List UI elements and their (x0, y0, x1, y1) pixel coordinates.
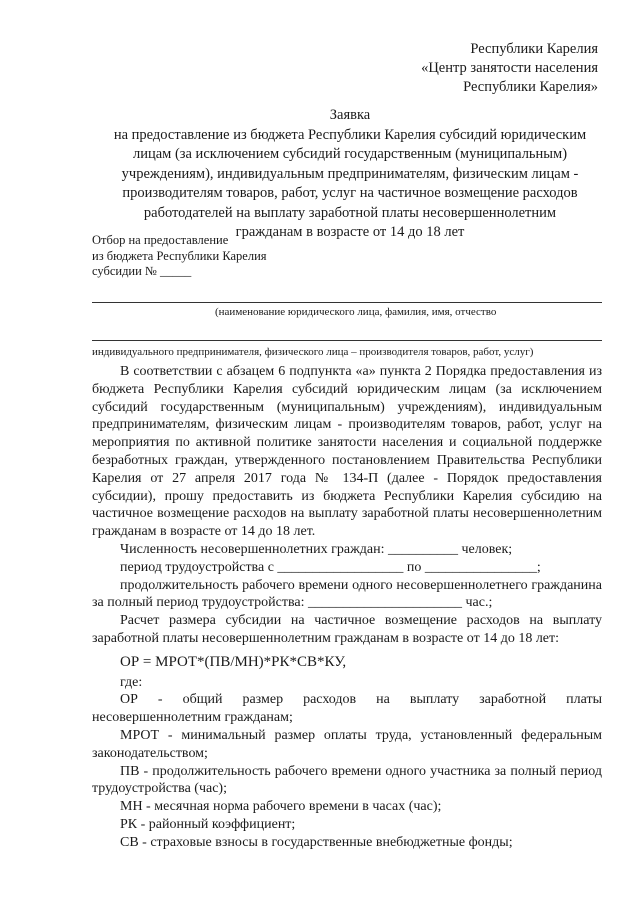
document-title (90, 106, 610, 243)
definition-item: РК - районный коэффициент; (120, 816, 296, 832)
selection-block (92, 233, 267, 280)
minors-count-line: Численность несовершеннолетних граждан: __________ человек; (120, 541, 513, 557)
application-body (92, 363, 602, 852)
addressee-line: Республики Карелия (470, 41, 598, 57)
working-hours-line: продолжительность рабочего времени одного несовершеннолетнего гражданина за полный период трудоустройства: ______________________ час.; (92, 577, 602, 611)
request-paragraph: В соответствии с абзацем 6 подпункта «а» пункта 2 Порядка предоставления из бюджета Республики Карелия субсидий юридическим лицам (за исключением субсидий государственным (муниципальным) учреждениям), индивидуальным предпринимателям, физическим лицам - производителям товаров, работ, услуг на мероприятия по активной политике занятости населения и социальной поддержке безработных граждан, утвержденного постановлением Правительства Республики Карелия от 27 апреля 2017 года № 134-П (далее - Порядок предоставления субсидии), прошу предоставить из бюджета Республики Карелия субсидию на частичное возмещение расходов на выплату заработной платы несовершеннолетним гражданам в возрасте от 14 до 18 лет. (92, 364, 602, 540)
applicant-name-field-line (92, 302, 602, 303)
definition-item: ПВ - продолжительность рабочего времени одного участника за полный период трудоустройства (час); (92, 763, 602, 797)
definition-item: СВ - страховые взносы в государственные внебюджетные фонды; (120, 834, 513, 850)
title-line: учреждениям), индивидуальным предпринимателям, физическим лицам - (121, 165, 579, 182)
title-line: работодателей на выплату заработной платы несовершеннолетним (143, 204, 557, 221)
title-line: производителям товаров, работ, услуг на частичное возмещение расходов (122, 185, 578, 201)
where-label: где: (120, 674, 143, 690)
title-line: гражданам в возрасте от 14 до 18 лет (235, 224, 465, 240)
addressee-line: «Центр занятости населения (421, 60, 598, 76)
definition-item: ОР - общий размер расходов на выплату заработной платы несовершеннолетним гражданам; (92, 692, 602, 726)
selection-line: субсидии № _____ (92, 264, 192, 278)
addressee-line: Республики Карелия» (463, 79, 598, 95)
applicant-caption: (наименование юридического лица, фамилия, имя, отчество (215, 306, 497, 318)
title-line: на предоставление из бюджета Республики Карелия субсидий юридическим (113, 126, 587, 143)
applicant-caption-cont: индивидуального предпринимателя, физического лица – производителя товаров, работ, услуг) (92, 346, 534, 358)
title-heading: Заявка (329, 107, 371, 123)
definition-item: МРОТ - минимальный размер оплаты труда, установленный федеральным законодательством; (92, 727, 602, 761)
applicant-name-field-line-2 (92, 340, 602, 341)
subsidy-formula: ОР = МРОТ*(ПВ/МН)*РК*СВ*КУ, (120, 653, 347, 670)
selection-line: из бюджета Республики Карелия (92, 248, 267, 263)
definition-item: МН - месячная норма рабочего времени в часах (час); (120, 799, 442, 815)
selection-line: Отбор на предоставление (92, 233, 229, 247)
addressee-block (421, 40, 598, 97)
calculation-intro: Расчет размера субсидии на частичное возмещение расходов на выплату заработной платы несовершеннолетним гражданам в возрасте от 14 до 18 лет: (92, 613, 602, 646)
employment-period-line: период трудоустройства с __________________ по ________________; (120, 559, 541, 575)
title-line: лицам (за исключением субсидий государственным (муниципальным) (132, 146, 568, 162)
